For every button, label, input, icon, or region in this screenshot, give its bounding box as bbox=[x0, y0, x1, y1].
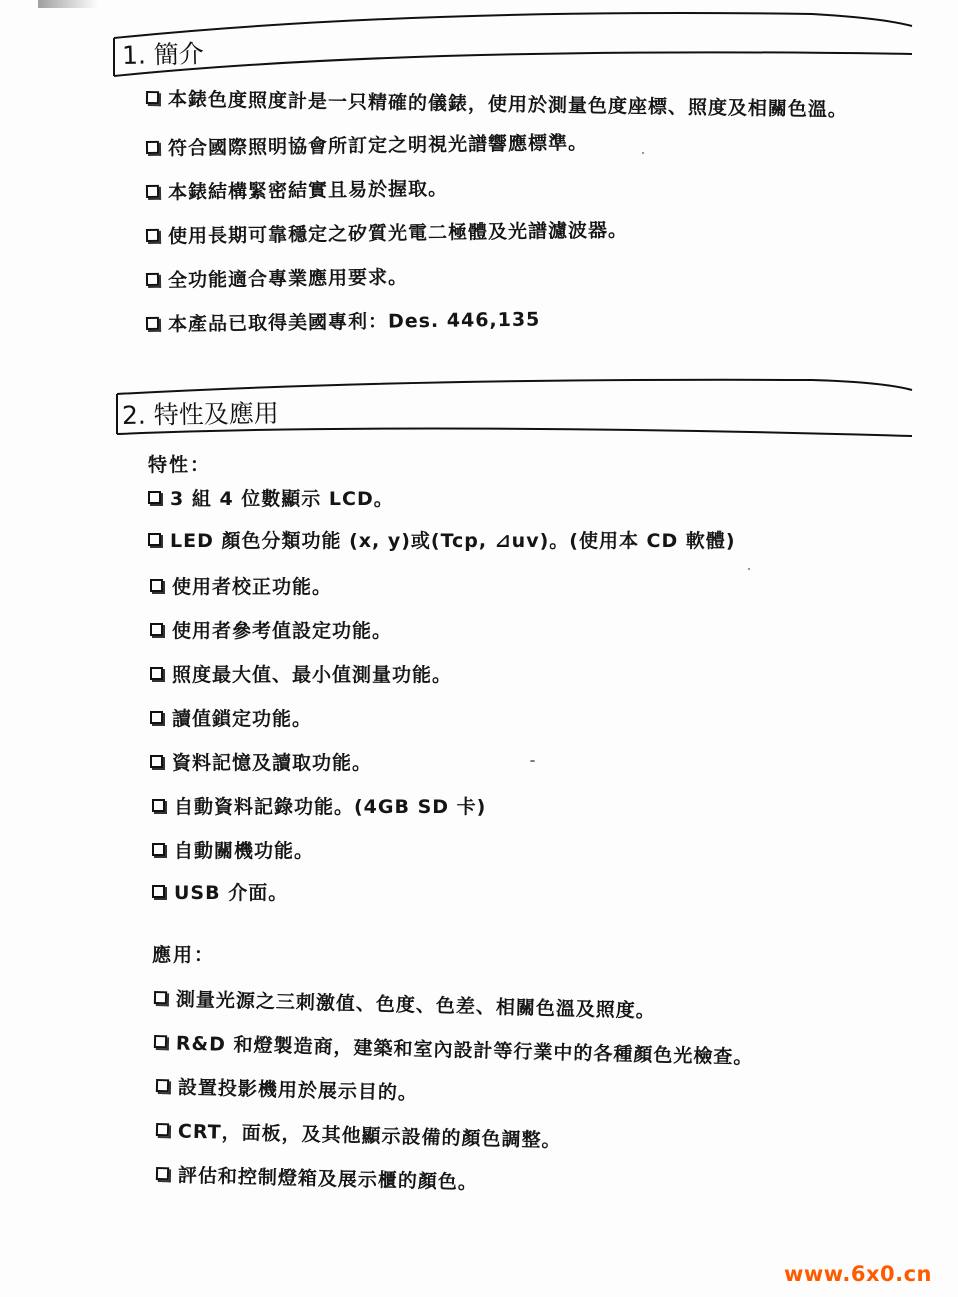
application-item-text: 設置投影機用於展示目的。 bbox=[177, 1076, 419, 1105]
intro-item bbox=[146, 215, 628, 249]
checkbox-icon bbox=[146, 185, 159, 198]
section-2-title: 2. 特性及應用 bbox=[121, 398, 280, 430]
section-1-title: 1. 簡介 bbox=[121, 39, 205, 70]
intro-item-text: 全功能適合專業應用要求。 bbox=[167, 266, 409, 292]
feature-item bbox=[150, 704, 312, 731]
checkbox-icon bbox=[150, 623, 163, 636]
checkbox-icon bbox=[150, 579, 163, 592]
features-label: 特性： bbox=[148, 454, 212, 476]
feature-item bbox=[148, 526, 736, 553]
checkbox-icon bbox=[148, 491, 161, 504]
application-item-text: CRT，面板，及其他顯示設備的顏色調整。 bbox=[177, 1120, 562, 1152]
feature-item-text: 資料記憶及讀取功能。 bbox=[172, 752, 373, 774]
feature-item bbox=[148, 484, 394, 511]
checkbox-icon bbox=[156, 1079, 169, 1092]
feature-item-text: 使用者校正功能。 bbox=[172, 576, 333, 598]
intro-item bbox=[146, 304, 541, 337]
feature-item-text: 使用者參考值設定功能。 bbox=[172, 620, 393, 642]
feature-item bbox=[152, 792, 486, 819]
feature-item-text: 3 組 4 位數顯示 LCD。 bbox=[170, 488, 394, 510]
section-2-header bbox=[112, 384, 922, 430]
checkbox-icon bbox=[150, 755, 163, 768]
checkbox-icon bbox=[146, 229, 159, 242]
intro-item-text: 符合國際照明協會所訂定之明視光譜響應標準。 bbox=[167, 131, 589, 160]
checkbox-icon bbox=[146, 317, 159, 330]
intro-item-text: 使用長期可靠穩定之矽質光電二極體及光譜濾波器。 bbox=[167, 219, 629, 248]
checkbox-icon bbox=[154, 1035, 167, 1048]
section-1-header-frame bbox=[112, 22, 922, 82]
feature-item bbox=[150, 572, 332, 599]
feature-item bbox=[150, 748, 372, 775]
intro-item bbox=[146, 84, 848, 122]
application-item bbox=[156, 1116, 562, 1153]
scan-speck bbox=[530, 760, 535, 762]
checkbox-icon bbox=[146, 91, 159, 104]
feature-item bbox=[150, 616, 392, 643]
scan-speck bbox=[642, 152, 644, 154]
feature-item bbox=[150, 660, 452, 687]
intro-item-text: 本錶色度照度計是一只精確的儀錶，使用於測量色度座標、照度及相關色溫。 bbox=[167, 88, 849, 122]
checkbox-icon bbox=[150, 711, 163, 724]
feature-item-text: 讀值鎖定功能。 bbox=[172, 708, 313, 730]
checkbox-icon bbox=[156, 1167, 169, 1180]
scan-speck bbox=[748, 568, 750, 570]
checkbox-icon bbox=[156, 1123, 169, 1136]
feature-item-text: 照度最大值、最小值測量功能。 bbox=[172, 664, 453, 686]
checkbox-icon bbox=[154, 991, 167, 1004]
applications-label: 應用： bbox=[152, 944, 216, 966]
watermark: www.6x0.cn bbox=[784, 1262, 932, 1286]
checkbox-icon bbox=[150, 667, 163, 680]
application-item bbox=[154, 984, 657, 1023]
application-item bbox=[156, 1072, 419, 1105]
checkbox-icon bbox=[146, 273, 159, 286]
intro-item bbox=[146, 128, 588, 161]
feature-item-text: 自動關機功能。 bbox=[174, 840, 315, 862]
checkbox-icon bbox=[152, 843, 165, 856]
checkbox-icon bbox=[148, 533, 161, 546]
feature-item-text: 自動資料記錄功能。(4GB SD 卡) bbox=[174, 796, 487, 818]
scan-smudge bbox=[38, 0, 98, 8]
intro-item bbox=[146, 262, 408, 293]
intro-item bbox=[146, 174, 448, 205]
application-item-text: 測量光源之三刺激值、色度、色差、相關色溫及照度。 bbox=[175, 988, 657, 1023]
intro-item-text: 本錶結構緊密結實且易於握取。 bbox=[167, 177, 449, 204]
application-item bbox=[154, 1028, 754, 1070]
application-item bbox=[156, 1160, 479, 1195]
intro-item-text: 本產品已取得美國專利：Des. 446,135 bbox=[167, 308, 541, 336]
feature-item bbox=[152, 836, 314, 863]
application-item-text: R&D 和燈製造商，建築和室內設計等行業中的各種顏色光檢查。 bbox=[175, 1032, 754, 1069]
checkbox-icon bbox=[152, 799, 165, 812]
checkbox-icon bbox=[146, 141, 159, 154]
checkbox-icon bbox=[152, 885, 165, 898]
feature-item-text: USB 介面。 bbox=[174, 882, 289, 904]
feature-item-text: LED 顏色分類功能 (x, y)或(Tcp, ⊿uv)。(使用本 CD 軟體) bbox=[170, 530, 736, 552]
application-item-text: 評估和控制燈箱及展示櫃的顏色。 bbox=[177, 1164, 479, 1194]
feature-item bbox=[152, 878, 288, 905]
section-1-header bbox=[112, 22, 922, 70]
